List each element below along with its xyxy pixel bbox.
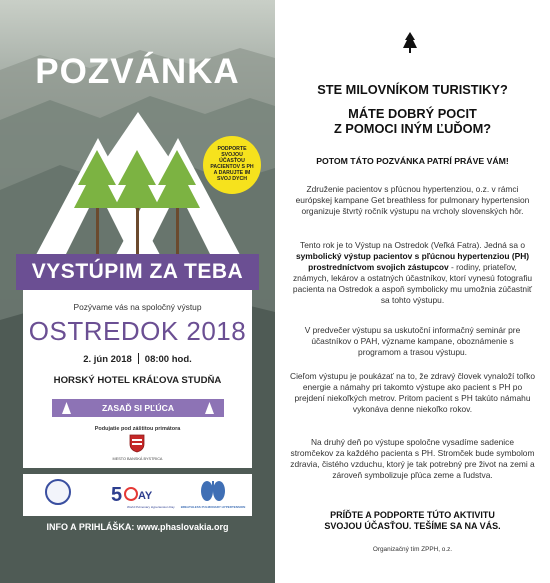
logo-text: BREATHLESS PULMONARY HYPERTENSION — [180, 505, 246, 509]
heading-invitation: POTOM TÁTO POZVÁNKA PATRÍ PRÁVE VÁM! — [316, 156, 509, 166]
invitation-title: POZVÁNKA — [35, 52, 240, 91]
partner-logos — [23, 474, 252, 516]
paragraph-intro: Združenie pacientov s pľúcnou hypertenziou, o.z. v rámci európskej kampane Get breathless for pulmonary hypertension organizuje štvrtý ročník výstupu na vrcholy slovenských hôr. — [295, 184, 530, 216]
closing-call — [275, 510, 550, 532]
invite-text: Pozývame vás na spoločný výstup — [73, 302, 202, 312]
event-card — [23, 290, 252, 468]
paragraph-goal: Cieľom výstupu je poukázať na to, že zdravý človek vynaloží toľko energie a námahy pri takomto výstupe ako pacient s PH po prejdení niekoľkých metrov. Pritom pacient s PH takúto námahu vykonáva denne niekoľko rokov. — [290, 371, 535, 414]
heading-question-2 — [275, 106, 550, 136]
closing-call-line1: PRÍĎTE A PODPORTE TÚTO AKTIVITU — [330, 510, 495, 520]
patronage-text: Podujatie pod záštitou primátora — [94, 426, 181, 432]
event-date: 2. jún 2018 — [83, 354, 132, 365]
heading-question-2-line1: MÁTE DOBRÝ POCIT — [348, 106, 477, 121]
paragraph-planting: Na druhý deň po výstupe spoločne vysadíme sadenice stromčekov za každého pacienta s PH. Stromček bude symbolom zdravia, čistého vzduchu, ktorý je tak potrebný pre život na zemi a zároveň symbolizuje pľúca zeme a ľudstva. — [290, 437, 535, 480]
organizer-signature: Organizačný tím ZPPH, o.z. — [372, 546, 453, 553]
plant-lungs-label: ZASAĎ SI PĽÚCA — [101, 403, 175, 413]
world-ph-day-logo — [109, 479, 175, 511]
plant-lungs-banner — [52, 399, 224, 417]
heading-question-1: STE MILOVNÍKOM TURISTIKY? — [317, 82, 508, 97]
info-registration: INFO A PRIHLÁŠKA: www.phaslovakia.org — [46, 522, 229, 532]
paragraph-event-part1: Tento rok je to Výstup na Ostredok (Veľká Fatra). Jedná sa o — [300, 240, 525, 250]
paragraph-event — [290, 240, 535, 306]
closing-call-line2: SVOJOU ÚČASŤOU. TEŠÍME SA NA VÁS. — [324, 521, 501, 531]
tree-icon — [403, 32, 417, 54]
tree-icon — [205, 402, 214, 414]
get-breathless-logo — [180, 479, 246, 511]
paragraph-seminar: V predvečer výstupu sa uskutoční informačný seminár pre účastníkov o PAH, význame kampane, oboznámenie s programom a trasou výstupu. — [304, 325, 521, 357]
campaign-banner: VYSTÚPIM ZA TEBA — [16, 254, 259, 290]
invitation-details — [275, 0, 550, 583]
event-datetime — [23, 353, 252, 365]
logo-number: 5 — [111, 484, 123, 506]
event-place: OSTREDOK 2018 — [28, 316, 247, 346]
tree-icon — [62, 402, 71, 414]
heading-question-2-line2: Z POMOCI INÝM ĽUĎOM? — [333, 121, 492, 136]
logo-day-text: AY — [138, 490, 153, 502]
support-badge: PODPORTE SVOJOU ÚČASŤOU PACIENTOV S PH A DARUJTE IM SVOJ DYCH — [203, 136, 261, 194]
city-name: MESTO BANSKÁ BYSTRICA — [112, 457, 163, 461]
paragraph-event-part2: - rodiny, priateľov, známych, lekárov a ostatných účastníkov, ktorí vynesú fotografiu pacienta na Ostredok a aspoň symbolicky mu umožnia zúčastniť sa tohto výstupu. — [292, 262, 533, 305]
city-crest-icon — [129, 434, 145, 453]
paragraph-event-bold: symbolický výstup pacientov s pľúcnou hypertenziou (PH) prostredníctvom svojich zástupcov — [295, 251, 530, 272]
divider — [138, 353, 139, 364]
logo-subtitle: World Pulmonary Hypertension Day — [127, 505, 175, 509]
zpph-logo — [45, 479, 71, 505]
event-venue: HORSKÝ HOTEL KRÁĽOVA STUDŇA — [53, 375, 222, 386]
event-time: 08:00 hod. — [144, 354, 192, 365]
